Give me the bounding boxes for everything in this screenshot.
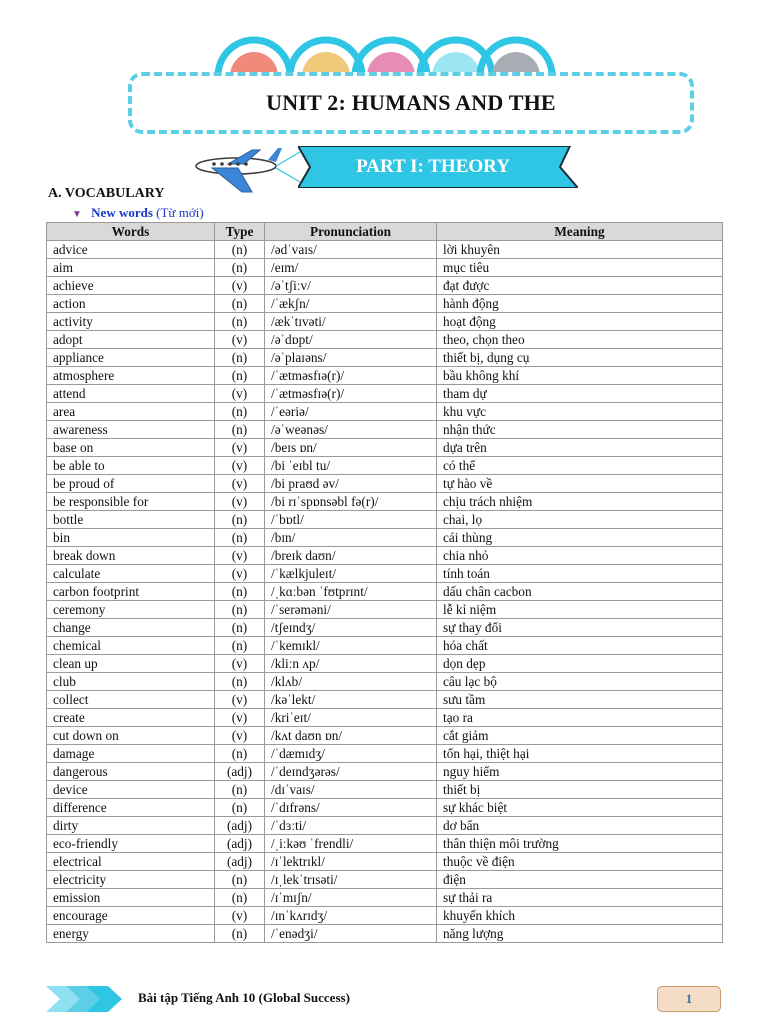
meaning-cell: khu vực xyxy=(437,403,723,421)
meaning-cell: năng lượng xyxy=(437,925,723,943)
meaning-cell: nguy hiểm xyxy=(437,763,723,781)
meaning-cell: tổn hại, thiệt hại xyxy=(437,745,723,763)
type-cell: (v) xyxy=(215,385,265,403)
type-cell: (v) xyxy=(215,565,265,583)
type-cell: (n) xyxy=(215,403,265,421)
table-row xyxy=(47,367,723,385)
table-body xyxy=(47,241,723,943)
footer-arrows-icon xyxy=(46,984,126,1014)
meaning-cell: nhận thức xyxy=(437,421,723,439)
word-cell: appliance xyxy=(47,349,215,367)
table-row xyxy=(47,547,723,565)
table-row xyxy=(47,673,723,691)
gear-decoration-icon xyxy=(0,0,768,80)
word-cell: break down xyxy=(47,547,215,565)
pronunciation-cell: /ɪˈmɪʃn/ xyxy=(265,889,437,907)
table-row xyxy=(47,529,723,547)
table-row xyxy=(47,313,723,331)
table-row xyxy=(47,853,723,871)
meaning-cell: sự thải ra xyxy=(437,889,723,907)
word-cell: eco-friendly xyxy=(47,835,215,853)
meaning-cell: dấu chân cacbon xyxy=(437,583,723,601)
pronunciation-cell: /ˈækʃn/ xyxy=(265,295,437,313)
pronunciation-cell: /ˌkɑːbən ˈfʊtprɪnt/ xyxy=(265,583,437,601)
pronunciation-cell: /ədˈvaɪs/ xyxy=(265,241,437,259)
word-cell: emission xyxy=(47,889,215,907)
word-cell: bin xyxy=(47,529,215,547)
type-cell: (n) xyxy=(215,673,265,691)
part-title: PART I: THEORY xyxy=(356,156,510,177)
type-cell: (n) xyxy=(215,259,265,277)
pronunciation-cell: /ˈkemɪkl/ xyxy=(265,637,437,655)
pronunciation-cell: /bi praʊd əv/ xyxy=(265,475,437,493)
table-row xyxy=(47,637,723,655)
table-row xyxy=(47,565,723,583)
type-cell: (v) xyxy=(215,493,265,511)
vocabulary-table xyxy=(46,222,723,943)
table-row xyxy=(47,385,723,403)
pronunciation-cell: /əˈtʃiːv/ xyxy=(265,277,437,295)
table-row xyxy=(47,619,723,637)
type-cell: (n) xyxy=(215,601,265,619)
pronunciation-cell: /ˈserəməni/ xyxy=(265,601,437,619)
pronunciation-cell: /beɪs ɒn/ xyxy=(265,439,437,457)
type-cell: (n) xyxy=(215,295,265,313)
pronunciation-cell: /kʌt daʊn ɒn/ xyxy=(265,727,437,745)
table-row xyxy=(47,475,723,493)
type-cell: (n) xyxy=(215,583,265,601)
type-cell: (n) xyxy=(215,241,265,259)
pronunciation-cell: /bɪn/ xyxy=(265,529,437,547)
part-banner xyxy=(298,146,578,188)
pronunciation-cell: /ɪˈlektrɪkl/ xyxy=(265,853,437,871)
type-cell: (n) xyxy=(215,799,265,817)
type-cell: (v) xyxy=(215,547,265,565)
pronunciation-cell: /bi ˈeɪbl tu/ xyxy=(265,457,437,475)
unit-title: UNIT 2: HUMANS AND THE xyxy=(266,90,556,115)
type-cell: (n) xyxy=(215,367,265,385)
meaning-cell: chai, lọ xyxy=(437,511,723,529)
unit-title-box xyxy=(128,72,694,134)
pronunciation-cell: /ˈætməsfɪə(r)/ xyxy=(265,385,437,403)
type-cell: (n) xyxy=(215,637,265,655)
header-type: Type xyxy=(215,223,265,241)
pronunciation-cell: /ˌiːkəʊ ˈfrendli/ xyxy=(265,835,437,853)
table-row xyxy=(47,835,723,853)
pronunciation-cell: /eɪm/ xyxy=(265,259,437,277)
table-row xyxy=(47,421,723,439)
airplane-icon xyxy=(192,146,302,196)
word-cell: electrical xyxy=(47,853,215,871)
meaning-cell: chia nhỏ xyxy=(437,547,723,565)
word-cell: club xyxy=(47,673,215,691)
table-row xyxy=(47,691,723,709)
arrow-bullet-icon: ▼ xyxy=(72,209,82,220)
pronunciation-cell: /ˈdɜːti/ xyxy=(265,817,437,835)
word-cell: advice xyxy=(47,241,215,259)
word-cell: cut down on xyxy=(47,727,215,745)
page-number xyxy=(657,986,721,1012)
type-cell: (v) xyxy=(215,475,265,493)
pronunciation-cell: /breɪk daʊn/ xyxy=(265,547,437,565)
type-cell: (n) xyxy=(215,349,265,367)
pronunciation-cell: /dɪˈvaɪs/ xyxy=(265,781,437,799)
table-row xyxy=(47,457,723,475)
word-cell: adopt xyxy=(47,331,215,349)
pronunciation-cell: /kriˈeɪt/ xyxy=(265,709,437,727)
word-cell: achieve xyxy=(47,277,215,295)
table-row xyxy=(47,403,723,421)
word-cell: damage xyxy=(47,745,215,763)
word-cell: clean up xyxy=(47,655,215,673)
pronunciation-cell: /kəˈlekt/ xyxy=(265,691,437,709)
table-row xyxy=(47,907,723,925)
type-cell: (n) xyxy=(215,313,265,331)
meaning-cell: lời khuyên xyxy=(437,241,723,259)
type-cell: (adj) xyxy=(215,817,265,835)
meaning-cell: câu lạc bộ xyxy=(437,673,723,691)
pronunciation-cell: /ˈeəriə/ xyxy=(265,403,437,421)
meaning-cell: tự hào về xyxy=(437,475,723,493)
word-cell: create xyxy=(47,709,215,727)
word-cell: dangerous xyxy=(47,763,215,781)
subheading-note: (Từ mới) xyxy=(156,205,204,220)
type-cell: (n) xyxy=(215,925,265,943)
table-row xyxy=(47,709,723,727)
table-row xyxy=(47,889,723,907)
type-cell: (n) xyxy=(215,781,265,799)
table-header-row xyxy=(47,223,723,241)
meaning-cell: tham dự xyxy=(437,385,723,403)
meaning-cell: sự khác biệt xyxy=(437,799,723,817)
table-row xyxy=(47,493,723,511)
meaning-cell: cắt giảm xyxy=(437,727,723,745)
word-cell: be able to xyxy=(47,457,215,475)
meaning-cell: hóa chất xyxy=(437,637,723,655)
word-cell: difference xyxy=(47,799,215,817)
table-row xyxy=(47,349,723,367)
table-row xyxy=(47,799,723,817)
section-heading: A. VOCABULARY xyxy=(48,186,165,201)
table-row xyxy=(47,241,723,259)
word-cell: change xyxy=(47,619,215,637)
pronunciation-cell: /kliːn ʌp/ xyxy=(265,655,437,673)
pronunciation-cell: /ˈætməsfɪə(r)/ xyxy=(265,367,437,385)
type-cell: (adj) xyxy=(215,835,265,853)
pronunciation-cell: /ˈdeɪndʒərəs/ xyxy=(265,763,437,781)
meaning-cell: điện xyxy=(437,871,723,889)
table-row xyxy=(47,781,723,799)
table-row xyxy=(47,727,723,745)
meaning-cell: bầu không khí xyxy=(437,367,723,385)
type-cell: (v) xyxy=(215,655,265,673)
meaning-cell: thiết bị xyxy=(437,781,723,799)
type-cell: (n) xyxy=(215,511,265,529)
meaning-cell: đạt được xyxy=(437,277,723,295)
pronunciation-cell: /ækˈtɪvəti/ xyxy=(265,313,437,331)
word-cell: bottle xyxy=(47,511,215,529)
subheading xyxy=(72,205,204,221)
pronunciation-cell: /əˈplaɪəns/ xyxy=(265,349,437,367)
table-row xyxy=(47,583,723,601)
pronunciation-cell: /ɪnˈkʌrɪdʒ/ xyxy=(265,907,437,925)
table-row xyxy=(47,277,723,295)
word-cell: awareness xyxy=(47,421,215,439)
word-cell: be proud of xyxy=(47,475,215,493)
meaning-cell: thân thiện môi trường xyxy=(437,835,723,853)
word-cell: collect xyxy=(47,691,215,709)
subheading-label: New words xyxy=(91,205,153,220)
meaning-cell: thiết bị, dụng cụ xyxy=(437,349,723,367)
meaning-cell: sưu tầm xyxy=(437,691,723,709)
type-cell: (v) xyxy=(215,457,265,475)
table-row xyxy=(47,925,723,943)
word-cell: attend xyxy=(47,385,215,403)
pronunciation-cell: /ˈbɒtl/ xyxy=(265,511,437,529)
pronunciation-cell: /ɪˌlekˈtrɪsəti/ xyxy=(265,871,437,889)
type-cell: (v) xyxy=(215,907,265,925)
type-cell: (v) xyxy=(215,709,265,727)
meaning-cell: tạo ra xyxy=(437,709,723,727)
word-cell: be responsible for xyxy=(47,493,215,511)
meaning-cell: có thể xyxy=(437,457,723,475)
type-cell: (v) xyxy=(215,691,265,709)
table-row xyxy=(47,439,723,457)
pronunciation-cell: /ˈkælkjuleɪt/ xyxy=(265,565,437,583)
meaning-cell: hành động xyxy=(437,295,723,313)
type-cell: (v) xyxy=(215,277,265,295)
footer-text: Bài tập Tiếng Anh 10 (Global Success) xyxy=(138,990,350,1005)
word-cell: device xyxy=(47,781,215,799)
word-cell: chemical xyxy=(47,637,215,655)
pronunciation-cell: /ˈdæmɪdʒ/ xyxy=(265,745,437,763)
word-cell: action xyxy=(47,295,215,313)
meaning-cell: theo, chọn theo xyxy=(437,331,723,349)
word-cell: aim xyxy=(47,259,215,277)
pronunciation-cell: /əˈdɒpt/ xyxy=(265,331,437,349)
word-cell: base on xyxy=(47,439,215,457)
word-cell: activity xyxy=(47,313,215,331)
meaning-cell: dơ bẩn xyxy=(437,817,723,835)
word-cell: carbon footprint xyxy=(47,583,215,601)
meaning-cell: sự thay đổi xyxy=(437,619,723,637)
header-meaning: Meaning xyxy=(437,223,723,241)
meaning-cell: dựa trên xyxy=(437,439,723,457)
word-cell: energy xyxy=(47,925,215,943)
table-row xyxy=(47,601,723,619)
meaning-cell: hoạt động xyxy=(437,313,723,331)
pronunciation-cell: /ˈdɪfrəns/ xyxy=(265,799,437,817)
word-cell: encourage xyxy=(47,907,215,925)
meaning-cell: tính toán xyxy=(437,565,723,583)
table-row xyxy=(47,655,723,673)
meaning-cell: lễ kỉ niệm xyxy=(437,601,723,619)
pronunciation-cell: /bi rɪˈspɒnsəbl fə(r)/ xyxy=(265,493,437,511)
pronunciation-cell: /əˈweənəs/ xyxy=(265,421,437,439)
word-cell: area xyxy=(47,403,215,421)
header-pronunciation: Pronunciation xyxy=(265,223,437,241)
table-row xyxy=(47,295,723,313)
pronunciation-cell: /tʃeɪndʒ/ xyxy=(265,619,437,637)
header-words: Words xyxy=(47,223,215,241)
type-cell: (adj) xyxy=(215,763,265,781)
meaning-cell: dọn dẹp xyxy=(437,655,723,673)
word-cell: calculate xyxy=(47,565,215,583)
table-row xyxy=(47,331,723,349)
type-cell: (n) xyxy=(215,871,265,889)
table-row xyxy=(47,745,723,763)
table-row xyxy=(47,259,723,277)
word-cell: atmosphere xyxy=(47,367,215,385)
meaning-cell: cái thùng xyxy=(437,529,723,547)
table-row xyxy=(47,511,723,529)
word-cell: ceremony xyxy=(47,601,215,619)
page-number-label: 1 xyxy=(685,991,693,1006)
type-cell: (v) xyxy=(215,439,265,457)
type-cell: (n) xyxy=(215,619,265,637)
table-row xyxy=(47,817,723,835)
pronunciation-cell: /klʌb/ xyxy=(265,673,437,691)
type-cell: (adj) xyxy=(215,853,265,871)
meaning-cell: khuyến khích xyxy=(437,907,723,925)
table-row xyxy=(47,763,723,781)
type-cell: (n) xyxy=(215,889,265,907)
pronunciation-cell: /ˈenədʒi/ xyxy=(265,925,437,943)
meaning-cell: chịu trách nhiệm xyxy=(437,493,723,511)
type-cell: (n) xyxy=(215,529,265,547)
word-cell: dirty xyxy=(47,817,215,835)
word-cell: electricity xyxy=(47,871,215,889)
meaning-cell: mục tiêu xyxy=(437,259,723,277)
type-cell: (n) xyxy=(215,745,265,763)
table-row xyxy=(47,871,723,889)
type-cell: (v) xyxy=(215,727,265,745)
type-cell: (v) xyxy=(215,331,265,349)
type-cell: (n) xyxy=(215,421,265,439)
meaning-cell: thuộc về điện xyxy=(437,853,723,871)
